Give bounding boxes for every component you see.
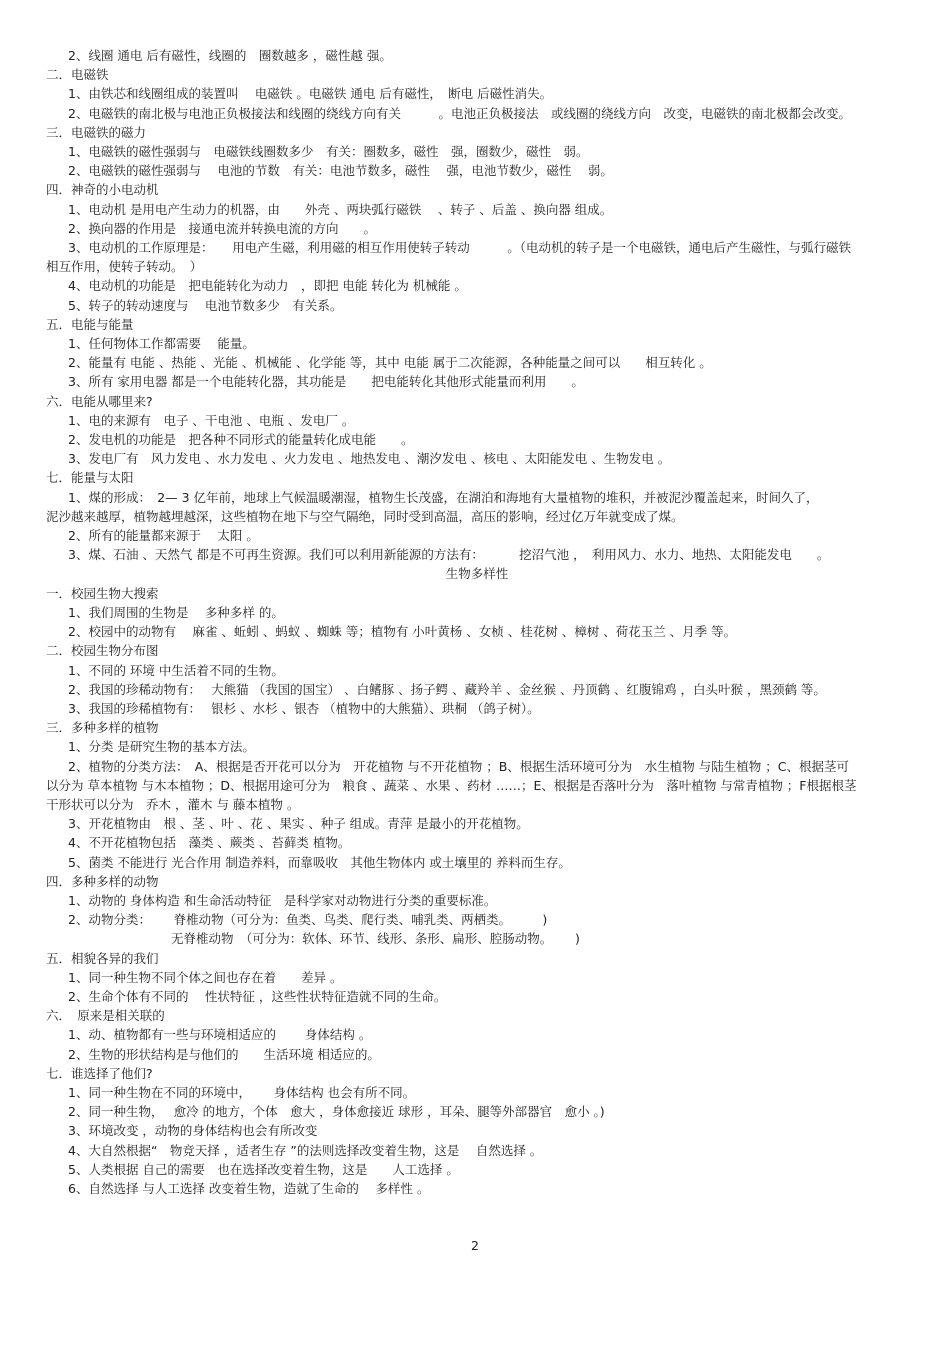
text-line: 2、校园中的动物有 麻雀 、蚯蚓 、蚂蚁 、蜘蛛 等；植物有 小叶黄杨 、女桢 、桂花树 、樟树 、荷花玉兰 、月季 等。 [68,624,737,640]
text-line: 3、开花植物由 根 、茎 、叶 、花 、果实 、种子 组成。青萍 是最小的开花植物。 [68,816,529,832]
section-heading: 六．电能从哪里来? [46,393,153,409]
text-line: 3、发电厂有 风力发电 、水力发电 、火力发电 、地热发电 、潮汐发电 、核电 、太阳能发电 、生物发电 。 [68,451,671,467]
section-heading: 二．电磁铁 [46,67,109,83]
text-line: 3、煤、石油 、天然气 都是不可再生资源。我们可以利用新能源的方法有： 挖沼气池 ， 利用风力、水力、地热、太阳能发电 。 [68,547,830,563]
text-line: 5、人类根据 自己的需要 也在选择改变着生物，这是 人工选择 。 [68,1161,459,1177]
text-line-continued: 泥沙越来越厚，植物越埋越深，这些植物在地下与空气隔绝，同时受到高温，高压的影响，经过亿万年就变成了煤。 [46,508,684,524]
text-line: 2、生物的形状结构是与他们的 生活环境 相适应的。 [68,1046,380,1062]
text-line: 2、生命个体有不同的 性状特征 ，这些性状特征造就不同的生命。 [68,988,447,1004]
text-line: 1、同一种生物在不同的环境中， 身体结构 也会有所不同。 [68,1084,416,1100]
text-line: 4、大自然根据“ 物竞天择 ，适者生存 ”的法则选择改变着生物，这是 自然选择 。 [68,1142,543,1158]
document-body [46,46,908,1198]
section-heading: 六． 原来是相关联的 [46,1008,165,1024]
text-line-continued: 以分为 草本植物 与木本植物 ；D、根据用途可分为 粮食 、蔬菜 、水果 、药材 ……；E、根据是否落叶分为 落叶植物 与常青植物 ；F根据根茎 [46,777,857,793]
chapter-title: 生物多样性 [445,566,509,582]
text-line: 4、电动机的功能是 把电能转化为动力 ，即把 电能 转化为 机械能 。 [68,278,467,294]
text-line: 1、电的来源有 电子 、干电池 、电瓶 、发电厂 。 [68,412,355,428]
section-heading: 二．校园生物分布图 [46,643,159,659]
text-line: 无脊椎动物 （可分为：软体、环节、线形、条形、扁形、腔肠动物。 ) [171,931,580,947]
text-line: 1、由铁芯和线圈组成的装置叫 电磁铁 。电磁铁 通电 后有磁性， 断电 后磁性消失。 [68,86,553,102]
text-line: 1、我们周围的生物是 多种多样 的。 [68,604,284,620]
text-line: 1、同一种生物不同个体之间也存在着 差异 。 [68,969,343,985]
text-line: 2、能量有 电能 、热能 、光能 、机械能 、化学能 等，其中 电能 属于二次能源，各种能量之间可以 相互转化 。 [68,355,712,371]
text-line: 1、电动机 是用电产生动力的机器，由 外壳 、两块弧行磁铁 、转子 、后盖 、换向器 组成。 [68,201,613,217]
text-line: 2、电磁铁的南北极与电池正负极接法和线圈的绕线方向有关 。电池正负极接法 或线圈的绕线方向 改变，电磁铁的南北极都会改变。 [68,105,851,121]
text-line: 5、菌类 不能进行 光合作用 制造养料，而靠吸收 其他生物体内 或土壤里的 养料而生存。 [68,854,571,870]
text-line: 2、发电机的功能是 把各种不同形式的能量转化成电能 。 [68,432,414,448]
text-line: 3、所有 家用电器 都是一个电能转化器，其功能是 把电能转化其他形式能量而利用 。 [68,374,584,390]
text-line-continued: 干形状可以分为 乔木 ，灌木 与 藤本植物 。 [46,796,300,812]
text-line: 1、动物的 身体构造 和生命活动特征 是科学家对动物进行分类的重要标准。 [68,892,497,908]
text-line: 6、自然选择 与人工选择 改变着生物，造就了生命的 多样性 。 [68,1180,430,1196]
text-line: 2、植物的分类方法： A、根据是否开花可以分为 开花植物 与不开花植物 ；B、根据生活环境可分为 水生植物 与陆生植物 ；C、根据茎可 [68,758,849,774]
text-line: 1、任何物体工作都需要 能量。 [68,336,255,352]
text-line: 2、动物分类： 脊椎动物（可分为：鱼类、鸟类、爬行类、哺乳类、两栖类。 ) [68,912,548,928]
text-line: 3、我国的珍稀植物有： 银杉 、水杉 、银杏 （植物中的大熊猫）、珙桐 （鸽子树）。 [68,700,540,716]
text-line: 1、分类 是研究生物的基本方法。 [68,739,255,755]
section-heading: 四．多种多样的动物 [46,873,159,889]
section-heading: 一．校园生物大搜索 [46,585,159,601]
text-line: 1、煤的形成： 2— 3 亿年前，地球上气候温暖潮湿，植物生长茂盛，在湖泊和海地有大量植物的堆积，并被泥沙覆盖起来，时间久了， [68,489,819,505]
text-line: 2、我国的珍稀动物有： 大熊猫 （我国的国宝） 、白鳍豚 、扬子鳄 、藏羚羊 、金丝猴 、丹顶鹤 、红腹锦鸡 ，白头叶猴 ，黑颈鹤 等。 [68,681,826,697]
section-heading: 七．能量与太阳 [46,470,134,486]
text-line: 1、电磁铁的磁性强弱与 电磁铁线圈数多少 有关：圈数多，磁性 强，圈数少，磁性 弱。 [68,144,589,160]
text-line: 3、环境改变 ，动物的身体结构也会有所改变 [68,1123,318,1139]
page-number: 2 [471,1238,479,1253]
text-line: 2、同一种生物， 愈冷 的地方，个体 愈大 ，身体愈接近 球形 ，耳朵、腿等外部器官 愈小 。) [68,1104,605,1120]
text-line: 1、动、植物都有一些与环境相适应的 身体结构 。 [68,1027,372,1043]
text-line: 2、电磁铁的磁性强弱与 电池的节数 有关：电池节数多，磁性 强，电池节数少，磁性 弱。 [68,163,613,179]
section-heading: 七．谁选择了他们? [46,1065,153,1081]
text-line: 2、换向器的作用是 接通电流并转换电流的方向 。 [68,220,376,236]
section-heading: 四．神奇的小电动机 [46,182,159,198]
text-line: 2、线圈 通电 后有磁性，线圈的 圈数越多 ，磁性越 强。 [68,48,392,63]
section-heading: 五．电能与能量 [46,316,134,332]
text-line: 2、所有的能量都来源于 太阳 。 [68,528,259,544]
text-line: 3、电动机的工作原理是： 用电产生磁，利用磁的相互作用使转子转动 。（电动机的转子是一个电磁铁，通电后产生磁性，与弧行磁铁 [68,240,851,256]
text-line: 4、不开花植物包括 藻类 、蕨类 、苔藓类 植物。 [68,835,351,851]
section-heading: 三．多种多样的植物 [46,720,159,736]
text-line: 1、不同的 环境 中生活着不同的生物。 [68,662,284,678]
text-line: 5、转子的转动速度与 电池节数多少 有关系。 [68,297,343,313]
text-line-continued: 相互作用，使转子转动。 ） [46,259,203,275]
section-heading: 五．相貌各异的我们 [46,950,159,966]
section-heading: 三．电磁铁的磁力 [46,124,147,140]
